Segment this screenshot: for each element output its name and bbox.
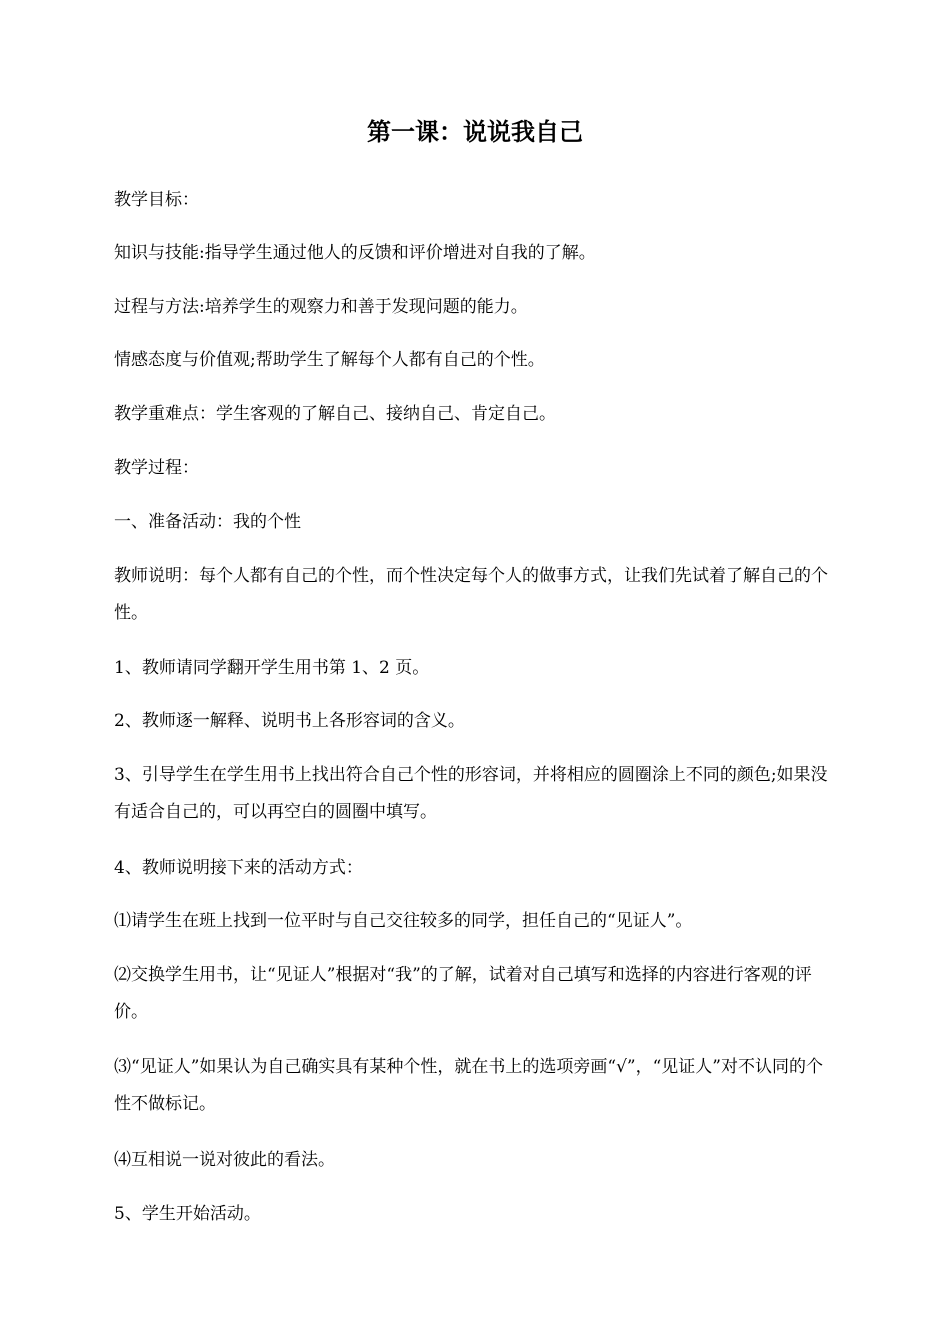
paragraph-step-5: 5、学生开始活动。 <box>114 1204 261 1224</box>
paragraph-substep-2: ⑵交换学生用书，让“见证人”根据对“我”的了解，试着对自己填写和选择的内容进行客观的评价。 <box>114 965 812 1022</box>
paragraph-substep-4: ⑷互相说一说对彼此的看法。 <box>114 1150 335 1170</box>
paragraph-emotion-values: 情感态度与价值观;帮助学生了解每个人都有自己的个性。 <box>114 350 545 370</box>
paragraph-step-1: 1、教师请同学翻开学生用书第 1、2 页。 <box>114 658 430 678</box>
paragraph-step-4: 4、教师说明接下来的活动方式： <box>114 858 363 878</box>
page-title: 第一课：说说我自己 <box>367 118 583 146</box>
paragraph-step-2: 2、教师逐一解释、说明书上各形容词的含义。 <box>114 711 465 731</box>
paragraph-key-points: 教学重难点：学生客观的了解自己、接纳自己、肯定自己。 <box>114 404 556 424</box>
paragraph-section-one: 一、准备活动：我的个性 <box>114 512 301 532</box>
paragraph-teaching-process: 教学过程： <box>114 458 199 478</box>
paragraph-knowledge-skills: 知识与技能:指导学生通过他人的反馈和评价增进对自我的了解。 <box>114 243 596 263</box>
paragraph-process-method: 过程与方法:培养学生的观察力和善于发现问题的能力。 <box>114 297 528 317</box>
paragraph-substep-3: ⑶“见证人”如果认为自己确实具有某种个性，就在书上的选项旁画“√”，“见证人”对不认同的个性不做标记。 <box>114 1057 823 1114</box>
paragraph-substep-1: ⑴请学生在班上找到一位平时与自己交往较多的同学，担任自己的“见证人”。 <box>114 911 693 931</box>
paragraph-teacher-explanation: 教师说明：每个人都有自己的个性，而个性决定每个人的做事方式，让我们先试着了解自己的个性。 <box>114 566 828 623</box>
paragraph-step-3: 3、引导学生在学生用书上找出符合自己个性的形容词，并将相应的圆圈涂上不同的颜色;如果没有适合自己的，可以再空白的圆圈中填写。 <box>114 765 828 822</box>
paragraph-teaching-goals: 教学目标： <box>114 190 199 210</box>
